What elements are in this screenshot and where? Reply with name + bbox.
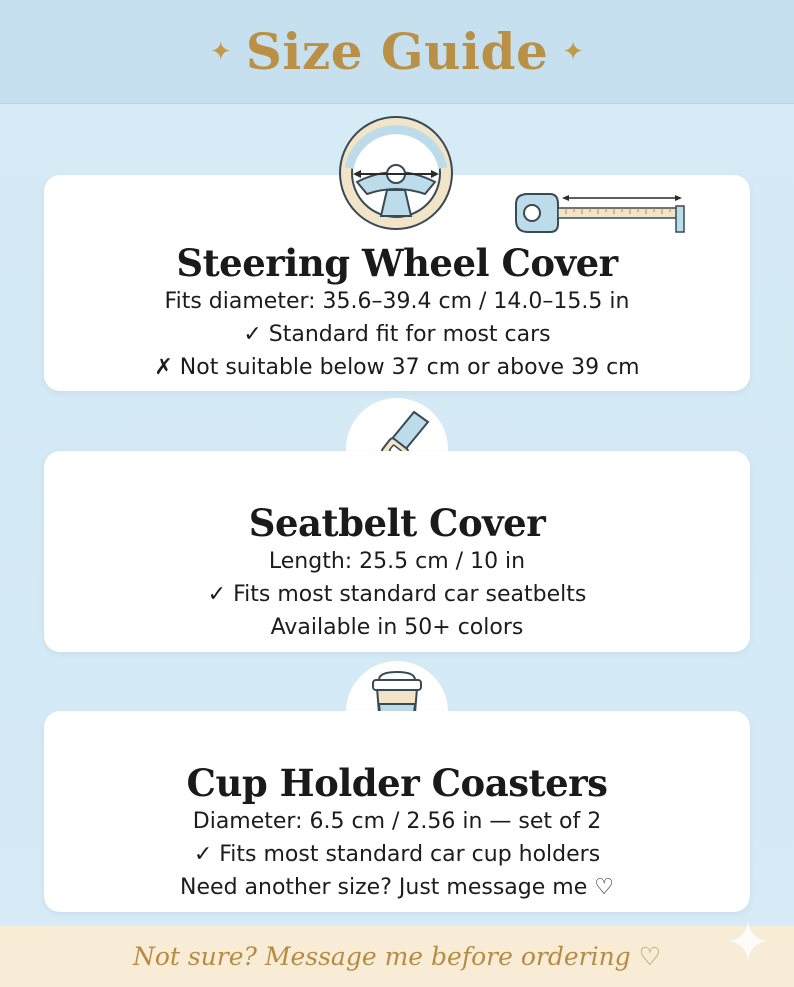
title-row [210,22,584,81]
steering-wheel-icon [335,112,457,234]
sparkle-icon: ✦ [209,36,232,67]
card-line: Need another size? Just message me ♡ [180,875,614,900]
card-line: Length: 25.5 cm / 10 in [268,549,526,574]
card-title: Steering Wheel Cover [176,241,618,285]
sparkle-icon [726,919,770,963]
card-line: ✓ Standard fit for most cars [243,322,551,347]
card-line: ✓ Fits most standard car seatbelts [207,582,587,607]
footer-banner [0,926,794,987]
card-line: Available in 50+ colors [270,615,524,640]
page-title: Size Guide [245,22,549,81]
header-banner [0,0,794,104]
card-title: Seatbelt Cover [248,501,546,545]
measuring-tape-icon [510,186,690,236]
card-line: Fits diameter: 35.6–39.4 cm / 14.0–15.5 in [164,289,630,314]
card-line: Diameter: 6.5 cm / 2.56 in — set of 2 [192,809,602,834]
card-title: Cup Holder Coasters [186,761,608,805]
sparkle-icon: ✦ [562,36,585,67]
card-line: ✓ Fits most standard car cup holders [193,842,601,867]
seatbelt-card [44,451,750,652]
cup-holder-card [44,711,750,912]
footer-text: Not sure? Message me before ordering ♡ [132,942,662,971]
card-line: ✗ Not suitable below 37 cm or above 39 cm [154,355,640,380]
